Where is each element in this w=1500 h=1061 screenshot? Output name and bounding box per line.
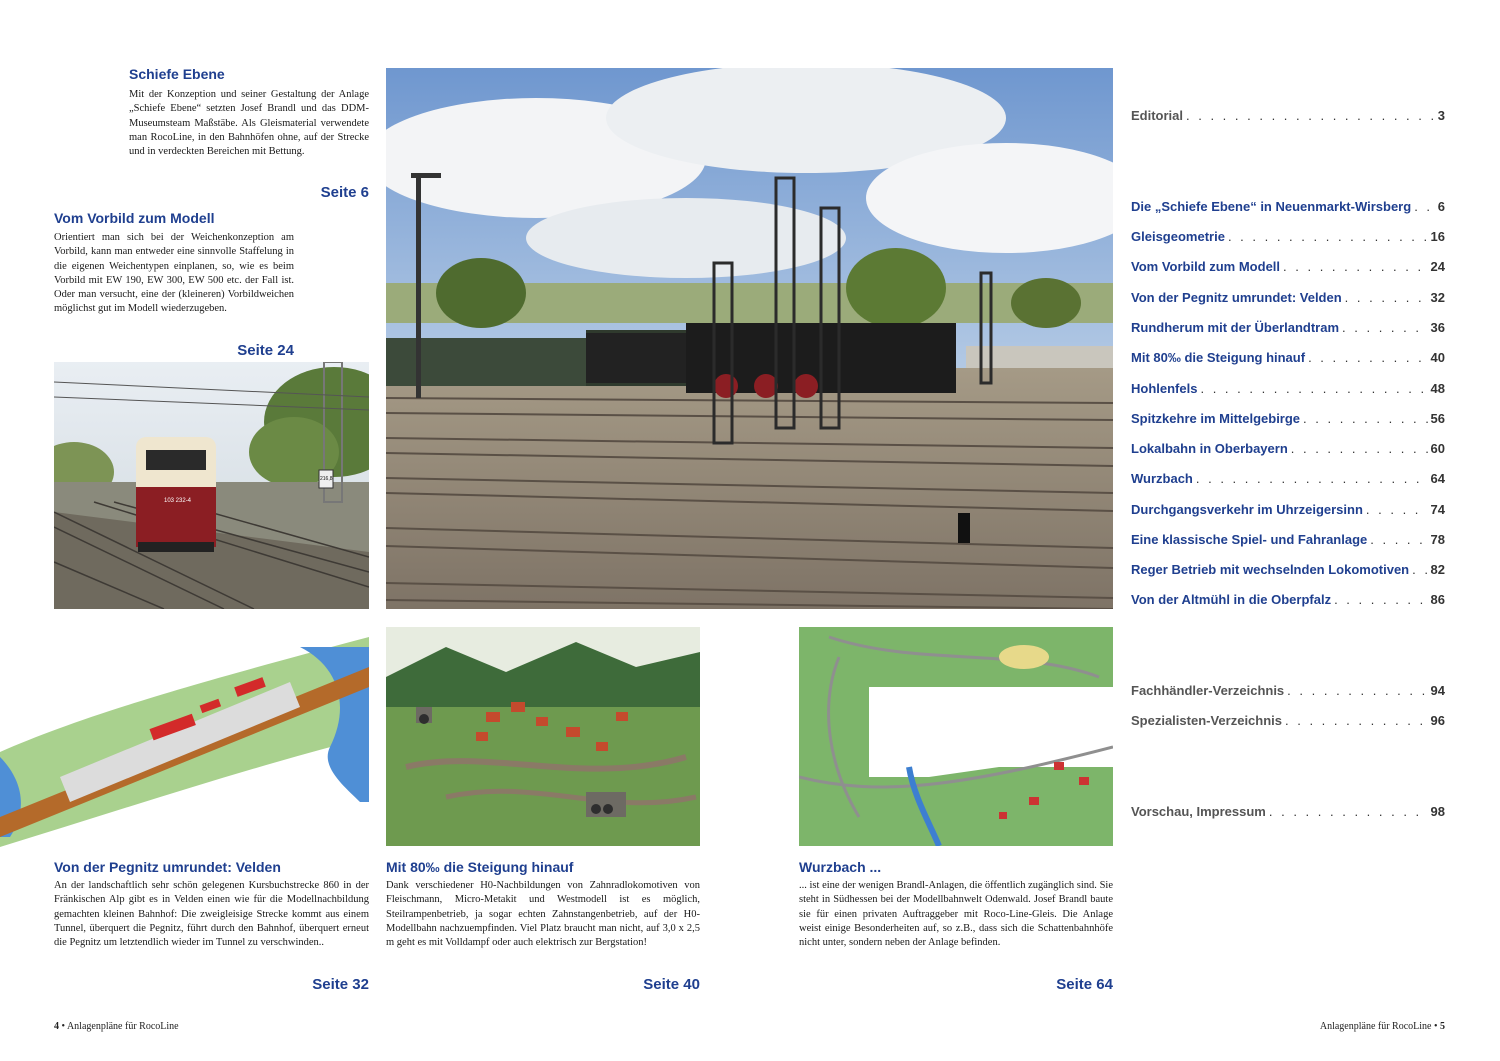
page-ref-link[interactable]: Seite 40 bbox=[643, 976, 700, 993]
publication-name: Anlagenpläne für RocoLine bbox=[1319, 1021, 1432, 1032]
left-footer: 4 • Anlagenpläne für RocoLine bbox=[54, 1021, 179, 1032]
page-ref-link[interactable]: Seite 6 bbox=[320, 184, 369, 201]
article-heading: Schiefe Ebene bbox=[129, 66, 225, 82]
toc-entry[interactable]: Vom Vorbild zum Modell . . . 24 bbox=[1131, 259, 1445, 279]
article-wurzbach bbox=[799, 859, 1113, 950]
toc-entry[interactable]: Von der Pegnitz umrundet: Velden . . . 32 bbox=[1131, 290, 1445, 310]
publication-name: Anlagenpläne für RocoLine bbox=[66, 1021, 179, 1032]
page-ref-link[interactable]: Seite 24 bbox=[237, 342, 294, 359]
toc-entry[interactable]: Wurzbach . . . 64 bbox=[1131, 471, 1445, 491]
article-text: Orientiert man sich bei der Weichenkonzeption am Vorbild, kann man entweder eine sinnvolle Staffelung in die eigenen Weichentypen einplanen, so, wie es beim Vorbild mit EW 190, EW 300, EW 500 etc. der Fall ist. Oder man versucht, eine der (kleineren) Vorbildweichen möglichst gut im Modell wiederzugeben. bbox=[54, 232, 294, 315]
article-steigung bbox=[386, 859, 700, 950]
toc-entry[interactable]: Reger Betrieb mit wechselnden Lokomotiven . . . 82 bbox=[1131, 562, 1445, 582]
km-sign-label: 216,8 bbox=[320, 476, 333, 482]
article-heading: Vom Vorbild zum Modell bbox=[54, 210, 215, 226]
article-text: ... ist eine der wenigen Brandl-Anlagen, die öffentlich zugänglich sind. Sie steht in Südhessen bei der Modellbahnwelt Odenwald. Josef Brandl baute sie für einen privaten Auftraggeber mit Roco-Line-Gleis. Die Anlage weist einige Besonderheiten auf, so z.B., dass sich die Schattenbahnhöfe nicht unter, sondern neben der Anlage befinden. bbox=[799, 880, 1113, 949]
toc-entry[interactable]: Von der Altmühl in die Oberpfalz . . . 86 bbox=[1131, 592, 1445, 612]
page-number: 4 bbox=[54, 1021, 59, 1032]
toc-entry[interactable]: Spitzkehre im Mittelgebirge . . . 56 bbox=[1131, 411, 1445, 431]
toc-entry[interactable]: Editorial . . . 3 bbox=[1131, 108, 1445, 128]
wurzbach-layout-plan bbox=[799, 627, 1113, 846]
toc-entry[interactable]: Gleisgeometrie . . . 16 bbox=[1131, 229, 1445, 249]
article-text: An der landschaftlich sehr schön gelegenen Kursbuchstrecke 860 in der Fränkischen Alp gibt es in Velden einen wie für die Modellnachbildung gemachten kleinen Bahnhof: Die zweigleisige Strecke kommt aus einem Tunnel, überquert die Pegnitz, führt durch den Bahnhof, überquert erneut die Pegnitz um letztendlich wieder im Tunnel zu verschwinden.. bbox=[54, 880, 369, 949]
page-ref-link[interactable]: Seite 32 bbox=[312, 976, 369, 993]
velden-track-plan-image bbox=[0, 627, 369, 852]
page-number: 5 bbox=[1440, 1021, 1445, 1032]
article-velden bbox=[54, 859, 369, 950]
page-ref-link[interactable]: Seite 64 bbox=[1056, 976, 1113, 993]
loco-number-label: 103 232-4 bbox=[164, 498, 192, 504]
article-vorbild-modell bbox=[54, 210, 294, 317]
article-heading: Wurzbach ... bbox=[799, 859, 882, 875]
article-text: Dank verschiedener H0-Nachbildungen von Zahnradlokomotiven von Fleischmann, Micro-Metakit und Westmodell ist es möglich, Steilrampenbetrieb, ja sogar echten Zahnstangenbetrieb, auf der H0-Modellbahn nachzuempfinden. Viel Platz braucht man nicht, auf 3,0 x 2,5 m geht es mit Volldampf oder auch elektrisch zur Bergstation! bbox=[386, 880, 700, 949]
toc-entry[interactable]: Eine klassische Spiel- und Fahranlage . . . 78 bbox=[1131, 532, 1445, 552]
toc-entry[interactable]: Fachhändler-Verzeichnis . . . 94 bbox=[1131, 683, 1445, 703]
toc-entry[interactable]: Vorschau, Impressum . . . 98 bbox=[1131, 804, 1445, 824]
article-heading: Von der Pegnitz umrundet: Velden bbox=[54, 859, 281, 875]
article-schiefe-ebene bbox=[129, 66, 369, 159]
article-heading: Mit 80‰ die Steigung hinauf bbox=[386, 859, 574, 875]
toc-entry[interactable]: Hohlenfels . . . 48 bbox=[1131, 381, 1445, 401]
toc-entry[interactable]: Die „Schiefe Ebene“ in Neuenmarkt-Wirsberg . . . 6 bbox=[1131, 199, 1445, 219]
electric-locomotive-photo bbox=[54, 362, 369, 609]
article-text: Mit der Konzeption und seiner Gestaltung der Anlage „Schiefe Ebene“ setzten Josef Brandl und das DDM-Museumsteam Maßstäbe. Als Gleismaterial verwendete man RocoLine, in den Bahnhöfen ohne, auf der Strecke und in verdeckten Bereichen mit Bettung. bbox=[129, 89, 369, 158]
toc-entry[interactable]: Lokalbahn in Oberbayern . . . 60 bbox=[1131, 441, 1445, 461]
steigung-layout-drawing bbox=[386, 627, 700, 846]
table-of-contents bbox=[1131, 0, 1445, 1061]
toc-entry[interactable]: Rundherum mit der Überlandtram . . . 36 bbox=[1131, 320, 1445, 340]
right-footer: Anlagenpläne für RocoLine • 5 bbox=[1319, 1021, 1445, 1032]
toc-entry[interactable]: Mit 80‰ die Steigung hinauf . . . 40 bbox=[1131, 350, 1445, 370]
toc-entry[interactable]: Spezialisten-Verzeichnis . . . 96 bbox=[1131, 713, 1445, 733]
toc-entry[interactable]: Durchgangsverkehr im Uhrzeigersinn . . . 74 bbox=[1131, 502, 1445, 522]
steam-locomotive-main-photo bbox=[386, 68, 1113, 609]
